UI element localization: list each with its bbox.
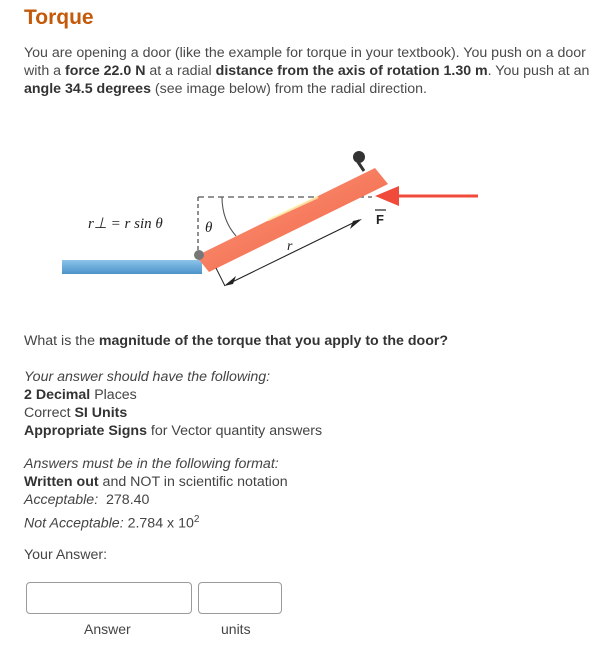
page-title: Torque — [24, 6, 94, 29]
answer-input[interactable] — [26, 582, 192, 614]
requirement-units: Correct SI Units — [24, 405, 128, 421]
r-label: r — [287, 239, 293, 254]
door-knob — [353, 151, 365, 163]
hinge — [194, 250, 204, 260]
problem-statement: You are opening a door (like the example for torque in your textbook). You push on a door with a force 22.0 N at a radial distance from the axis of rotation 1.30 m. You push at an angle 34.5 degrees (see image below) from the radial direction. — [24, 45, 590, 97]
force-label: F — [376, 212, 384, 227]
theta-label: θ — [205, 220, 213, 236]
requirements-heading: Your answer should have the following: — [24, 369, 271, 385]
format-written-out: Written out and NOT in scientific notation — [24, 474, 288, 490]
r-perp-label: r⊥ = r sin θ — [88, 216, 163, 232]
question: What is the magnitude of the torque that you apply to the door? — [24, 333, 449, 349]
torque-door-diagram — [0, 120, 612, 320]
answer-label: Answer — [84, 621, 131, 637]
requirement-signs: Appropriate Signs for Vector quantity answers — [24, 423, 323, 439]
format-not-acceptable: Not Acceptable: 2.784 x $10^2$ — [24, 514, 200, 532]
format-heading: Answers must be in the following format: — [24, 456, 279, 472]
units-label: units — [221, 621, 251, 637]
force-arrowhead — [375, 186, 399, 206]
units-input[interactable] — [198, 582, 282, 614]
requirement-decimals: 2 Decimal Places — [24, 387, 137, 403]
wall — [62, 260, 202, 274]
answer-prompt: Your Answer: — [24, 547, 108, 563]
angle-arc — [222, 197, 236, 236]
format-acceptable: Acceptable: 278.40 — [24, 492, 150, 508]
